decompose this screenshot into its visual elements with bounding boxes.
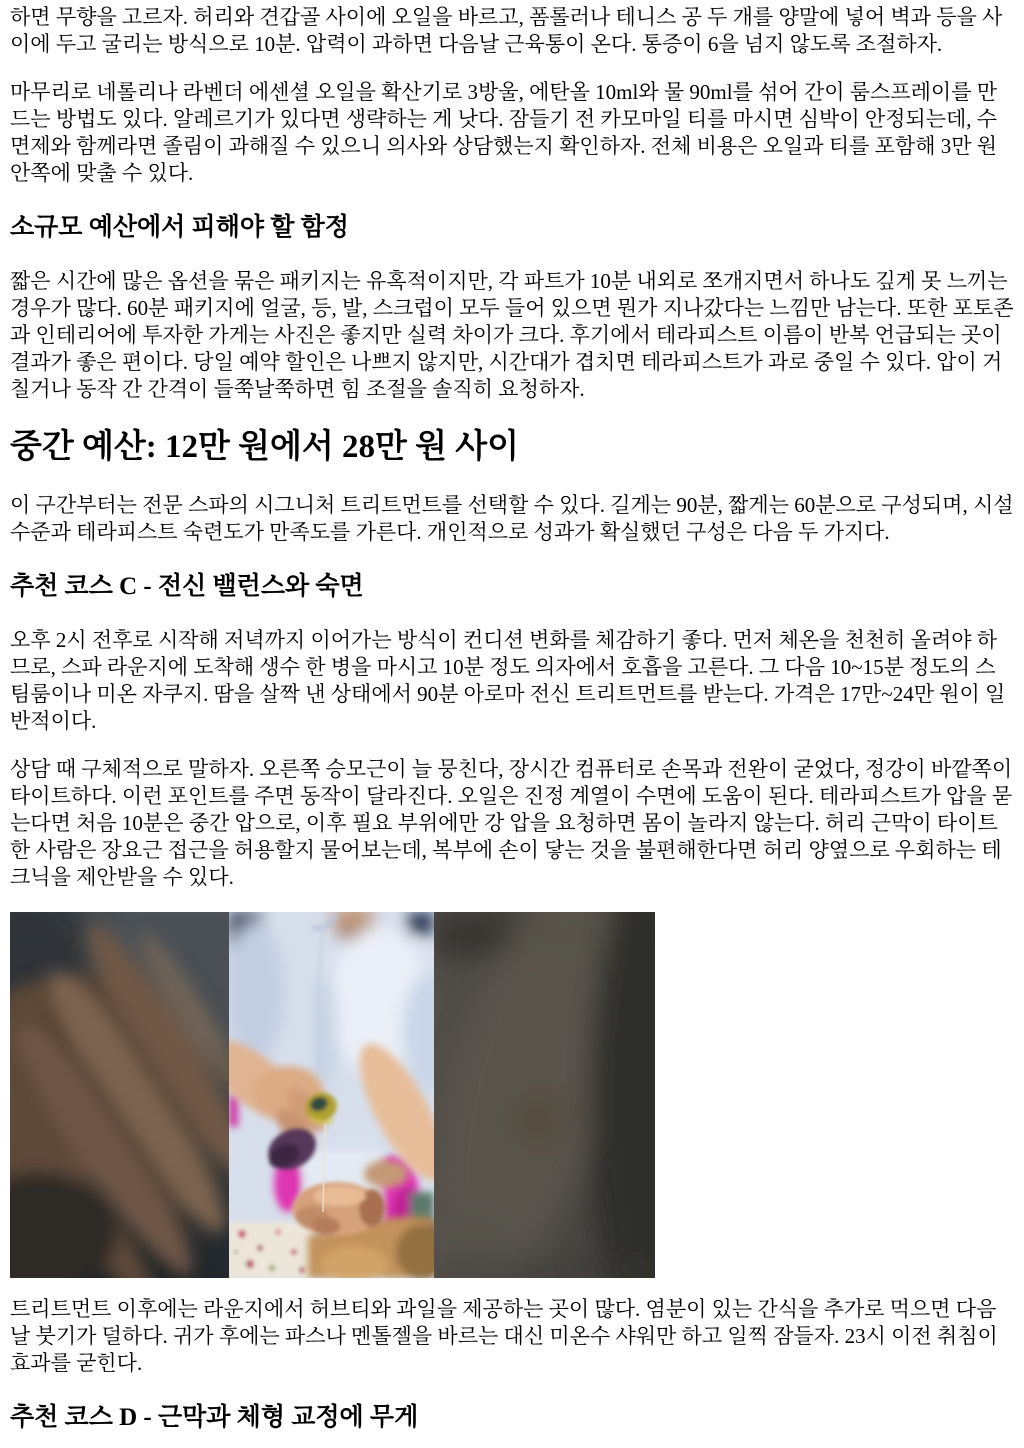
heading-mid-budget: 중간 예산: 12만 원에서 28만 원 사이 bbox=[10, 429, 520, 465]
spa-photo-triptych bbox=[10, 912, 655, 1278]
article bbox=[10, 4, 1014, 1434]
heading-small-budget-pitfalls: 소규모 예산에서 피해야 할 함정 bbox=[10, 214, 349, 241]
paragraph-mid-budget-intro: 이 구간부터는 전문 스파의 시그니처 트리트먼트를 선택할 수 있다. 길게는 90분, 짧게는 60분으로 구성되며, 시설 수준과 테라피스트 숙련도가 만족도를 가른다. 개인적으로 성과가 확실했던 구성은 다음 두 가지다. bbox=[10, 493, 1014, 544]
paragraph-room-spray: 마무리로 네롤리나 라벤더 에센셜 오일을 확산기로 3방울, 에탄올 10ml와 물 90ml를 섞어 간이 룸스프레이를 만드는 방법도 있다. 알레르기가 있다면 생략하는 게 낫다. 잠들기 전 카모마일 티를 마시면 심박이 안정되는데, 수면제와 함께라면 졸림이 과해질 수 있으니 의사와 상담했는지 확인하자. 전체 비용은 오일과 티를 포함해 3만 원 안쪽에 맞출 수 있다. bbox=[10, 80, 998, 185]
paragraph-aftercare: 트리트먼트 이후에는 라운지에서 허브티와 과일을 제공하는 곳이 많다. 염분이 있는 간식을 추가로 먹으면 다음 날 붓기가 덜하다. 귀가 후에는 파스나 멘톨젤을 바르는 대신 미온수 샤워만 하고 일찍 잠들자. 23시 이전 취침이 효과를 굳힌다. bbox=[10, 1297, 998, 1375]
figure-spa-triptych bbox=[10, 912, 1014, 1278]
heading-course-c: 추천 코스 C - 전신 밸런스와 숙면 bbox=[10, 573, 364, 600]
heading-course-d: 추천 코스 D - 근막과 체형 교정에 무게 bbox=[10, 1404, 419, 1431]
paragraph-intro-continued: 하면 무향을 고르자. 허리와 견갑골 사이에 오일을 바르고, 폼롤러나 테니스 공 두 개를 양말에 넣어 벽과 등을 사이에 두고 굴리는 방식으로 10분. 압력이 과하면 다음날 근육통이 온다. 통증이 6을 넘지 않도록 조절하자. bbox=[10, 5, 1003, 56]
paragraph-package-pitfalls: 짧은 시간에 많은 옵션을 묶은 패키지는 유혹적이지만, 각 파트가 10분 내외로 쪼개지면서 하나도 깊게 못 느끼는 경우가 많다. 60분 패키지에 얼굴, 등, 발, 스크럽이 모두 들어 있으면 뭔가 지나갔다는 느낌만 남는다. 또한 포토존과 인테리어에 투자한 가게는 사진은 좋지만 실력 차이가 크다. 후기에서 테라피스트 이름이 반복 언급되는 곳이 결과가 좋은 편이다. 당일 예약 할인은 나쁘지 않지만, 시간대가 겹치면 테라피스트가 과로 중일 수 있다. 압이 거칠거나 동작 간 간격이 들쭉날쭉하면 힘 조절을 솔직히 요청하자. bbox=[10, 269, 1014, 401]
photo-panel-center-oil-pour bbox=[192, 912, 461, 1278]
paragraph-course-c-flow: 오후 2시 전후로 시작해 저녁까지 이어가는 방식이 컨디션 변화를 체감하기 좋다. 먼저 체온을 천천히 올려야 하므로, 스파 라운지에 도착해 생수 한 병을 마시고 10분 정도 의자에서 호흡을 고른다. 그 다음 10~15분 정도의 스팀룸이나 미온 자쿠지. 땀을 살짝 낸 상태에서 90분 아로마 전신 트리트먼트를 받는다. 가격은 17만~24만 원이 일반적이다. bbox=[10, 628, 1006, 733]
paragraph-consultation-tips: 상담 때 구체적으로 말하자. 오른쪽 승모근이 늘 뭉친다, 장시간 컴퓨터로 손목과 전완이 굳었다, 정강이 바깥쪽이 타이트하다. 이런 포인트를 주면 동작이 달라진다. 오일은 진정 계열이 수면에 도움이 된다. 테라피스트가 압을 묻는다면 처음 10분은 중간 압으로, 이후 필요 부위에만 강 압을 요청하면 몸이 놀라지 않는다. 허리 근막이 타이트한 사람은 장요근 접근을 허용할지 물어보는데, 복부에 손이 닿는 것을 불편해한다면 허리 양옆으로 우회하는 테크닉을 제안받을 수 있다. bbox=[10, 757, 1013, 889]
photo-panel-right-arm bbox=[400, 912, 655, 1278]
